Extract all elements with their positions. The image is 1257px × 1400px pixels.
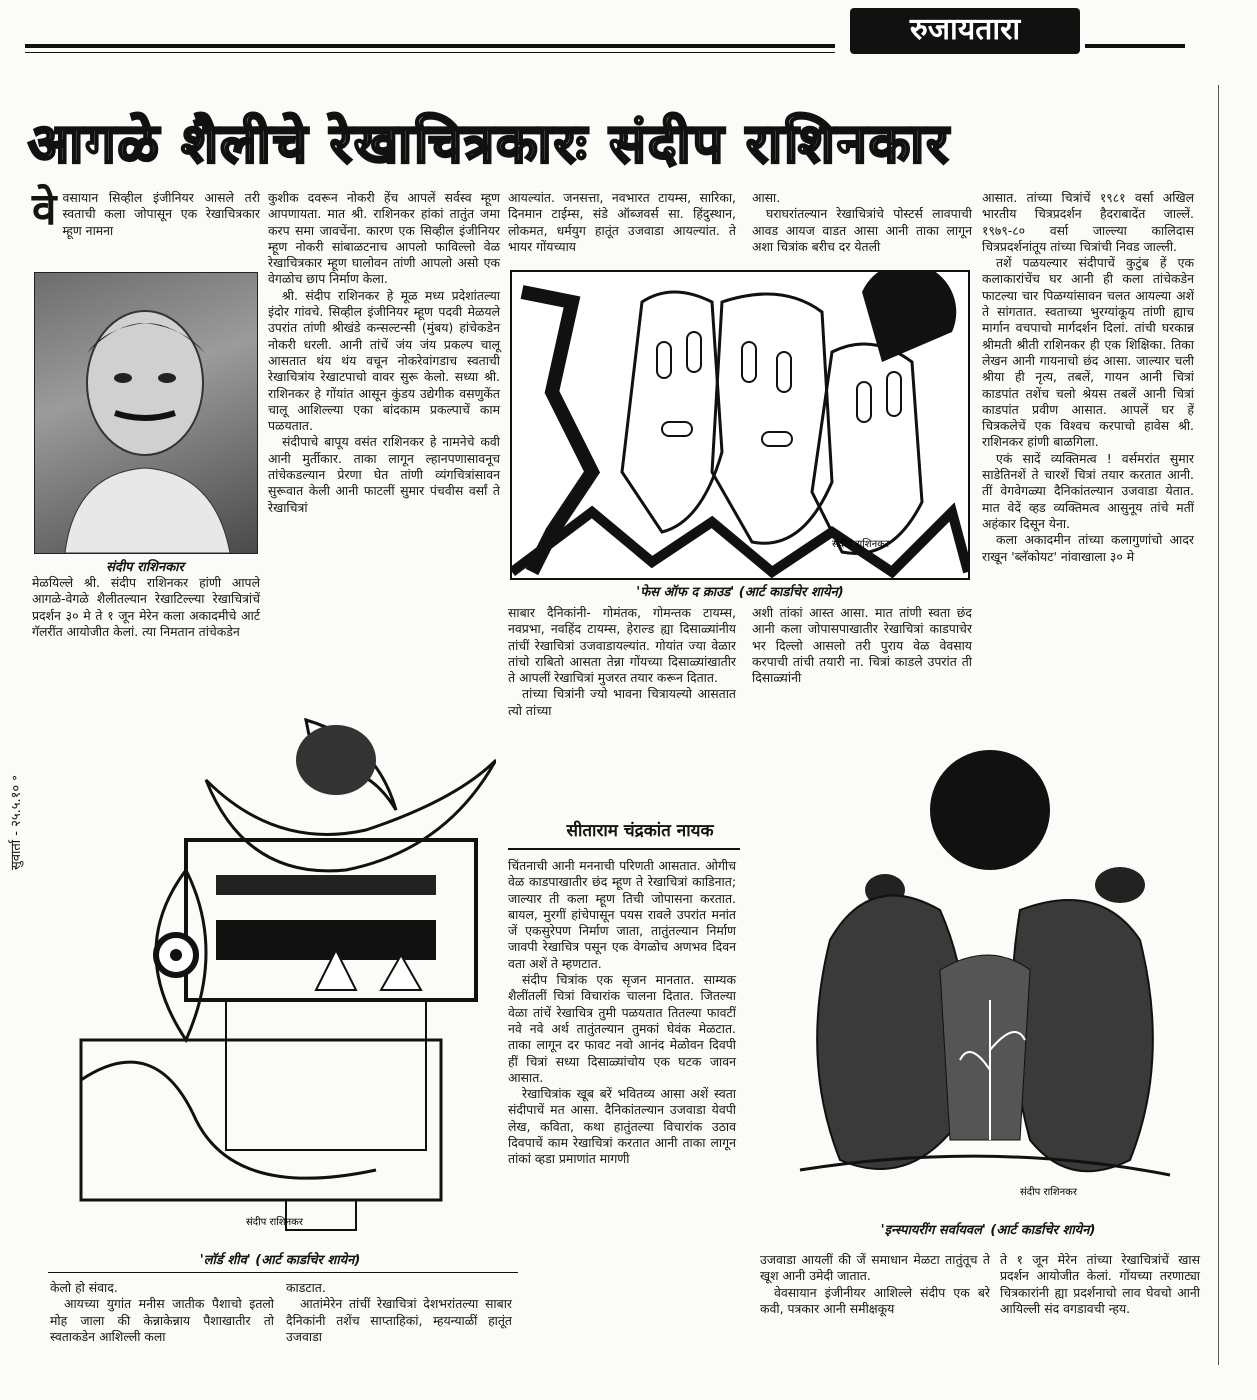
col5-p1: आसात. तांच्या चित्रांचें १९८१ वर्सा अखिल भारतीय चित्रप्रदर्शन हैदराबादेंत जाल्लें. १९७९-८० वर्सा जाल्ल्या कालिदास चित्रप्रदर्शनांतूय तांच्या चित्रांची निवड जाल्ली. (982, 190, 1194, 254)
headline: आगळे शैलीचे रेखाचित्रकारः संदीप राशिनकार (28, 112, 951, 175)
side-handwritten-note: सुवार्ता - २५.५.१० ॰ (9, 775, 24, 870)
col4-p1: घराघरांतल्यान रेखाचित्रांचे पोस्टर्स लावपाची आवड आयज वाडत आसा आनी ताका लागून अशा चित्रांक बरीच दर येतली (752, 206, 972, 254)
byline: सीताराम चंद्रकांत नायक (566, 821, 714, 841)
article-col2 (268, 190, 500, 516)
bottom1-p: आयच्या युगांत मनीस जातीक पैशाचो इतलो मोह जाला की केन्नाकेन्नाय पैशाखातीर तो स्वताकडेन आशिल्ली कला (50, 1296, 274, 1344)
artwork-lord-shiv (76, 700, 496, 1240)
bottom2-p: आतांमेरेन तांचीं रेखाचित्रां देशभरांतल्या साबार दैनिकांनी तशेंच साप्ताहिकां, म्हयन्याळीं हातूंत उजवाडा (286, 1296, 512, 1344)
dropcap: वे (32, 184, 57, 235)
artwork-face-of-crowd-drawing (512, 272, 968, 578)
col4-bottom-text: उजवाडा आयलीं की जें समाधान मेळटा तातुंतूच ते खूश आनी उमेदी जातात. (760, 1252, 990, 1284)
portrait-figure (35, 273, 257, 553)
col3-p1: चिंतनाची आनी मननाची परिणती आसतात. ओगीच वेळ काडपाखातीर छंद म्हूण ते रेखाचित्रां काडिनात; जाल्यार ती कला म्हूण तिची जोपासना करतात. बायल, मुरगीं हांचेपासून पयस रावले उपरांत मनांत जें एकसुरेपण निर्माण जाता, तातुंतल्यान निर्माण जावपी रेखाचित्र पसून एक वेगळोच अणभव दिवन वता अशें ते म्हणटात. (508, 858, 736, 971)
col5-p4: कला अकादमीन तांच्या कलागुणांचो आदर राखून 'ब्लॅकोयट' नांवाखाला ३० मे (982, 532, 1194, 564)
col3-mid-text: साबार दैनिकांनी- गोमंतक, गोमन्तक टायम्स, नवप्रभा, नवहिंद टायम्स, हेराल्ड ह्या दिसाळ्यांनीय तांचीं रेखाचित्रां उजवाडायल्यांत. गोयांत ज्या वेळार तांचो राबितो आसता तेन्ना गोंयच्या दिसाळ्यांखातीर ते आपलीं रेखाचित्रां मुजरत तयार करून दितात. (508, 605, 736, 686)
artwork-face-of-crowd (510, 270, 970, 580)
col5-p2: तशें पळयल्यार संदीपाचें कुटुंब हें एक कलाकारांचेंच घर आनी ही कला तांचेकडेन फाटल्या चार पिळग्यांसावन चलत आयल्या अशें ते सांगतात. स्वताच्या भुरग्यांकूय तांणी ह्याच मार्गान वचपाचो मार्गदर्शन दिलां. तांची घरकान्न श्रीमती श्रीती राशिनकर ही एक शिक्षिका. तिका लेखन आनी गायनाचो छंद आसा. जाल्यार चली श्रीया ही नृत्य, तबलें, गायन आनी चित्रां काडपांत तशेंच चलो श्रेयस तबलें आनी चित्रां काडपांत प्रवीण आसात. आपलें घर हें चित्रकलेचें एक विश्वच करपाचो हावेस श्री. राशिनकर हांणी बाळगिला. (982, 255, 1194, 450)
col3-p3: रेखाचित्रांक खूब बरें भवितव्य आसा अशें स्वता संदीपाचें मत आसा. दैनिकांतल्यान उजवाडा येवपी लेख, कविता, कथा हातुंतल्या विचारांक उठाव दिवपाचें काम रेखाचित्रां करतात आनी ताका लागून तांकां व्हडा प्रमाणांत मागणी (508, 1086, 736, 1167)
col4-bottom2-text: वेवसायान इंजीनीयर आशिल्ले संदीप एक बरे कवी, पत्रकार आनी समीक्षकूय (760, 1284, 990, 1316)
article-col3-mid (508, 605, 736, 719)
masthead-label: रुजायतारा (850, 8, 1080, 54)
top-rule-thin (25, 52, 835, 53)
bottom2-top: काडटात. (286, 1280, 326, 1295)
artwork-face-of-crowd-caption: 'फेस ऑफ द क्राउड' (आर्ट कार्डाचेर शायेन) (636, 585, 844, 600)
col5-p3: एकं सादें व्यक्तिमत्व ! वर्समरांत सुमार साडेतिनशें ते चारशें चित्रां तयार करतात आनी. तीं वेगवेगळ्या दैनिकांतल्यान उजवाडा येतात. मात वेदें व्हड व्यक्तिमत्व आसुनूय तांचे मतीं अहंकार दिसून येना. (982, 450, 1194, 531)
byline-rule (508, 848, 740, 850)
right-margin-rule (1218, 85, 1219, 1365)
portrait-photo (34, 272, 258, 554)
article-col5-bottom (1000, 1252, 1200, 1317)
col1-bottom-text: मेळयिल्ले श्री. संदीप राशिनकर हांणी आपले आगळे-वेगळे शैलीतल्यान रेखाटिल्ल्या रेखाचित्रांचें प्रदर्शन ३० मे ते १ जून मेरेन कला अकादमीचे आर्ट गॅलरींत आयोजीत केलां. त्या निमतान तांचेकडेन (32, 575, 260, 639)
col3-mid2-text: तांच्या चित्रांनी ज्यो भावना चित्रायल्यो आसतात त्यो तांच्या (508, 686, 736, 718)
artwork-inspiring-survival-drawing (790, 740, 1180, 1210)
col2-p2: श्री. संदीप राशिनकर हे मूळ मध्य प्रदेशांतल्या इंदोर गांवचे. सिव्हील इंजीनियर म्हूण पदवी मेळयले उपरांत तांणी श्रीखंडे कन्सल्टन्सी (मुंबय) हांचेकडेन नोकरी धरली. आनी तांचें जंय जंय प्रकल्प चालू आसतात थंय थंय वचून नोकरेवांगडाच स्वताची रेखाचित्रांय रेखाटपाचो वावर सुरू केलो. सध्या श्री. राशिनकर हे गोंयांत आसून कुंडय उद्येगीक वसणुकेंत चालू आशिल्ल्या एका बांदकाम प्रकल्पाचें काम पळयतात. (268, 287, 500, 434)
col2-p3: संदीपाचे बापूय वसंत राशिनकर हे नामनेचे कवी आनी मुर्तीकार. ताका लागून ल्हानपणासावनूच तांचेकडल्यान प्रेरणा घेत तांणी व्यंगचित्रांसावन सुरूवात केली आनी फाटलीं सुमार पंचवीस वर्सां ते रेखाचित्रां (268, 434, 500, 515)
col2-p1: कुशीक दवरून नोकरी हेंच आपलें सर्वस्व म्हूण आपणायता. मात श्री. राशिनकर हांकां तातुंत जमा करप समा जावचेंना. कारण एक सिव्हील इंजीनियर म्हूण नोकरी सांबाळटनाच आपलो फाविल्लो वेळ रेखाचित्रकार म्हूण घालोवन तांणी आपलो असो एक वेगळोच छाप निर्माण केला. (268, 190, 500, 287)
top-rule-right (1085, 44, 1185, 48)
article-col4-top (752, 190, 972, 255)
artwork-inspiring-survival (790, 740, 1180, 1210)
col1-top-text: वसायान सिव्हील इंजीनियर आसले तरी स्वताची कला जोपासून एक रेखाचित्रकार म्हूण नामना (62, 190, 260, 238)
article-bottom-col1 (50, 1280, 274, 1345)
article-bottom-col2 (286, 1280, 512, 1345)
artwork-lord-shiv-caption: 'लॉर्ड शीव' (आर्ट कार्डाचेर शायेन) (199, 1253, 361, 1268)
col5-bottom-text: ते १ जून मेरेन तांच्या रेखाचित्रांचें खास प्रदर्शन आयोजीत केलां. गोंयच्या तरणाट्या चित्रकारांनी ह्या प्रदर्शनाचो लाव घेवचो आनी आयिल्ली संद वगडावची न्हय. (1000, 1252, 1200, 1316)
artwork-inspiring-survival-caption: 'इन्स्पायरींग सर्वायवल' (आर्ट कार्डाचेर शायेन) (880, 1223, 1096, 1238)
article-col1-top (32, 184, 260, 239)
top-rule (25, 44, 835, 48)
col3-top-text: आयल्यांत. जनसत्ता, नवभारत टायम्स, सारिका, दिनमान टाईम्स, संडे ऑब्जवर्स सा. हिंदुस्थान, लोकमत, धर्मयुग हातूंत उजवाडा आयल्यांत. ते भायर गोंयच्याय (508, 190, 736, 254)
article-col4-mid (752, 605, 972, 686)
article-col3-top (508, 190, 736, 255)
bottom-section-rule (48, 1272, 518, 1273)
article-col1-bottom (32, 575, 260, 640)
col3-p2: संदीप चित्रांक एक सृजन मानतात. साम्यक शैलींतलीं चित्रां विचारांक चालना दितात. जितल्या वेळा तांचें रेखाचित्र तुमी पळयतात तितल्या फावटीं नवे नवे अर्थ तातुंतल्यान तुमकां घेवंक मेळटात. ताका लागून दर फावट नवो आनंद मेळोवन दिवपी हीं चित्रां सध्या दिसाळ्यांचोय एक घटक जावन आसात. (508, 972, 736, 1085)
article-col5 (982, 190, 1194, 565)
article-col3-body (508, 858, 736, 1168)
artwork-lord-shiv-drawing (76, 700, 496, 1240)
artwork-face-of-crowd-signature: संदीप राशिनकर (832, 539, 889, 550)
photo-caption: संदीप राशिनकार (106, 560, 184, 575)
article-col4-bottom (760, 1252, 990, 1317)
bottom1-text: केलो हो संवाद. (50, 1280, 118, 1295)
col4-top-text: आसा. (752, 190, 781, 205)
artwork-lord-shiv-signature: संदीप राशिनकर (246, 1217, 303, 1228)
col4-mid-text: अशी तांकां आस्त आसा. मात तांणी स्वता छंद आनी कला जोपासपाखातीर रेखाचित्रां काडपाचेर भर दिल्लो आसलो तरी पुराय वेळ वेवसाय करपाची तांची तयारी ना. चित्रां काडले उपरांत ती दिसाळ्यांनी (752, 605, 972, 686)
artwork-inspiring-survival-signature: संदीप राशिनकर (1020, 1187, 1077, 1198)
